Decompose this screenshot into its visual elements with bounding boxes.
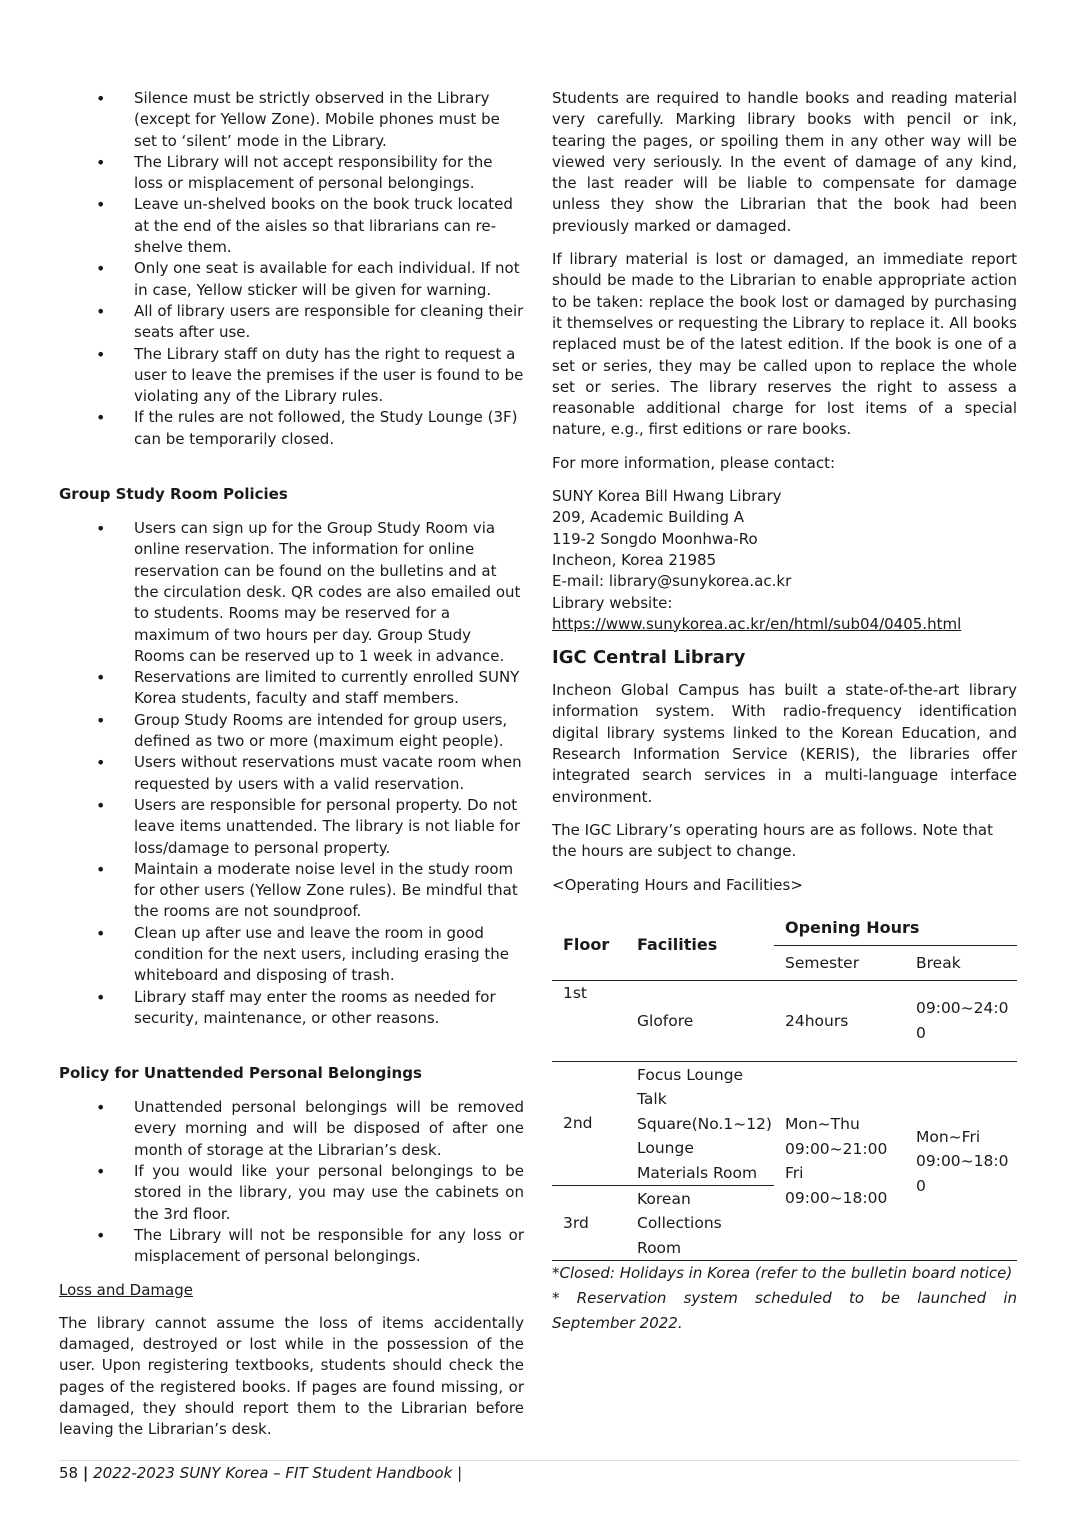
unattended-list bbox=[59, 1097, 524, 1267]
list-item: • Users can sign up for the Group Study Room via online reservation. The information for online reservation can be found on the bulletins and at the circulation desk. QR codes are also emailed out to students. Rooms may be reserved for a maximum of two hours per day. Group Study Rooms can be reserved up to 1 week in advance. bbox=[59, 518, 524, 667]
handling-paragraph: Students are required to handle books and reading material very carefully. Marking library books with pencil or ink, tearing the pages, or spoiling them in any other way will be viewed very seriously. In the event of damage of any kind, the last reader will be liable to compensate for damage unless they show the Librarian that the book had been previously marked or damaged. bbox=[552, 89, 1017, 235]
reservation-note: * Reservation system scheduled to be launched in September 2022. bbox=[552, 1289, 1017, 1333]
footer-separator: | bbox=[457, 1464, 463, 1482]
cell-semester: 24hours bbox=[774, 981, 905, 1062]
header-semester: Semester bbox=[774, 946, 905, 981]
contact-line: Incheon, Korea 21985 bbox=[552, 550, 717, 569]
cell-line: 09:00~21:00 bbox=[785, 1139, 888, 1158]
contact-line: 209, Academic Building A bbox=[552, 508, 745, 527]
list-item: • If you would like your personal belongings to be stored in the library, you may use the cabinets on the 3rd floor. bbox=[59, 1161, 524, 1225]
cell-line: Square(No.1~12) bbox=[637, 1114, 772, 1133]
list-item: • The Library will not accept responsibility for the loss or misplacement of personal belongings. bbox=[59, 152, 524, 195]
list-item: • Group Study Rooms are intended for group users, defined as two or more (maximum eight people). bbox=[59, 710, 524, 753]
cell-line: 0 bbox=[916, 1176, 926, 1195]
contact-line: E-mail: library@sunykorea.ac.kr bbox=[552, 572, 792, 591]
operating-hours-table bbox=[552, 910, 1017, 1262]
cell-line: Korean bbox=[637, 1189, 691, 1208]
footer-separator: | bbox=[82, 1464, 89, 1482]
cell-semester bbox=[774, 1062, 905, 1261]
list-item: • The Library staff on duty has the right to request a user to leave the premises if the user is found to be violating any of the Library rules. bbox=[59, 344, 524, 408]
header-floor: Floor bbox=[552, 910, 626, 981]
list-item: • Only one seat is available for each individual. If not in case, Yellow sticker will be given for warning. bbox=[59, 258, 524, 301]
igc-heading: IGC Central Library bbox=[552, 647, 746, 669]
page-number: 58 bbox=[59, 1464, 79, 1482]
cell-facility: Glofore bbox=[626, 981, 774, 1062]
table-row bbox=[552, 981, 1017, 1062]
contact-intro: For more information, please contact: bbox=[552, 453, 836, 472]
contact-line: SUNY Korea Bill Hwang Library bbox=[552, 487, 782, 506]
cell-line: Fri bbox=[785, 1164, 804, 1183]
list-item: • Leave un-shelved books on the book truck located at the end of the aisles so that librarians can re-shelve them. bbox=[59, 194, 524, 258]
igc-paragraph: Incheon Global Campus has built a state-of-the-art library information system. With radio-frequency identification digital library systems linked to the Korean Education, and Research Information Service (KERIS), the libraries offer integrated search services in a multi-language interface environment. bbox=[552, 681, 1017, 806]
cell-line: Mon~Thu bbox=[785, 1115, 860, 1134]
lost-material-paragraph: If library material is lost or damaged, an immediate report should be made to the Librarian to enable appropriate action to be taken: replace the book lost or damaged by purchasing it themselves or requesting the Library to replace it. All books replaced must be of the latest edition. If the book is one of a set or series, they may be called upon to replace the whole set or series. The library reserves the right to assess a reasonable additional charge for lost items of a special nature, e.g., first editions or rare books. bbox=[552, 250, 1017, 439]
group-study-heading: Group Study Room Policies bbox=[59, 485, 288, 504]
list-item: • Maintain a moderate noise level in the study room for other users (Yellow Zone rules). Be mindful that the rooms are not soundproof. bbox=[59, 859, 524, 923]
cell-facility bbox=[626, 1062, 774, 1186]
cell-break bbox=[905, 1062, 1017, 1261]
page-footer bbox=[59, 1460, 1019, 1482]
list-item: • Library staff may enter the rooms as needed for security, maintenance, or other reasons. bbox=[59, 987, 524, 1030]
table-caption: <Operating Hours and Facilities> bbox=[552, 875, 803, 894]
right-column bbox=[552, 88, 1017, 1336]
cell-line: 09:00~24:0 bbox=[916, 999, 1009, 1018]
list-item: • All of library users are responsible for cleaning their seats after use. bbox=[59, 301, 524, 344]
cell-line: Focus Lounge bbox=[637, 1065, 744, 1084]
library-rules-list bbox=[59, 88, 524, 450]
loss-damage-heading: Loss and Damage bbox=[59, 1280, 193, 1299]
cell-floor: 2nd bbox=[563, 1114, 593, 1133]
cell-line: Materials Room bbox=[637, 1163, 758, 1182]
unattended-heading: Policy for Unattended Personal Belongings bbox=[59, 1064, 422, 1083]
list-item: • Users are responsible for personal property. Do not leave items unattended. The library is not liable for loss/damage to personal property. bbox=[59, 795, 524, 859]
list-item: • The Library will not be responsible for any loss or misplacement of personal belongings. bbox=[59, 1225, 524, 1268]
list-item: • Silence must be strictly observed in the Library (except for Yellow Zone). Mobile phones must be set to ‘silent’ mode in the Library. bbox=[59, 88, 524, 152]
left-column bbox=[59, 88, 524, 1441]
list-item: • Users without reservations must vacate room when requested by users with a valid reservation. bbox=[59, 752, 524, 795]
igc-hours-paragraph: The IGC Library’s operating hours are as follows. Note that the hours are subject to change. bbox=[552, 820, 993, 861]
cell-facility bbox=[626, 1186, 774, 1261]
cell-line: 0 bbox=[916, 1024, 926, 1043]
group-study-list bbox=[59, 518, 524, 1029]
cell-line: Collections bbox=[637, 1214, 722, 1233]
cell-line: 09:00~18:0 bbox=[916, 1152, 1009, 1171]
contact-line: 119-2 Songdo Moonhwa-Ro bbox=[552, 529, 758, 548]
footer-title: 2022-2023 SUNY Korea – FIT Student Handbook bbox=[93, 1464, 453, 1482]
cell-floor: 1st bbox=[552, 981, 626, 1062]
cell-line: Talk bbox=[637, 1090, 667, 1109]
table-row bbox=[552, 1062, 1017, 1186]
list-item: • If the rules are not followed, the Study Lounge (3F) can be temporarily closed. bbox=[59, 407, 524, 450]
header-facilities: Facilities bbox=[626, 910, 774, 981]
cell-break bbox=[905, 981, 1017, 1062]
cell-line: 09:00~18:00 bbox=[785, 1188, 888, 1207]
list-item: • Reservations are limited to currently enrolled SUNY Korea students, faculty and staff members. bbox=[59, 667, 524, 710]
contact-block bbox=[552, 486, 1017, 635]
cell-line: Lounge bbox=[637, 1139, 694, 1158]
header-opening-hours: Opening Hours bbox=[774, 910, 1017, 946]
header-break: Break bbox=[905, 946, 1017, 981]
cell-line: Room bbox=[637, 1238, 682, 1257]
contact-line: Library website: bbox=[552, 593, 673, 612]
list-item: • Clean up after use and leave the room in good condition for the next users, including erasing the whiteboard and disposing of trash. bbox=[59, 923, 524, 987]
closed-note: *Closed: Holidays in Korea (refer to the bulletin board notice) bbox=[552, 1264, 1013, 1283]
cell-line: Mon~Fri bbox=[916, 1127, 981, 1146]
list-item: • Unattended personal belongings will be removed every morning and will be disposed of after one month of storage at the Librarian’s desk. bbox=[59, 1097, 524, 1161]
cell-floor: 3rd bbox=[552, 1186, 626, 1261]
library-website-link[interactable]: https://www.sunykorea.ac.kr/en/html/sub04/0405.html bbox=[552, 614, 962, 633]
loss-damage-text: The library cannot assume the loss of items accidentally damaged, destroyed or lost while in the possession of the user. Upon registering textbooks, students should check the pages of the registered books. If pages are found missing, or damaged, they should report them to the Librarian before leaving the Librarian’s desk. bbox=[59, 1313, 524, 1439]
